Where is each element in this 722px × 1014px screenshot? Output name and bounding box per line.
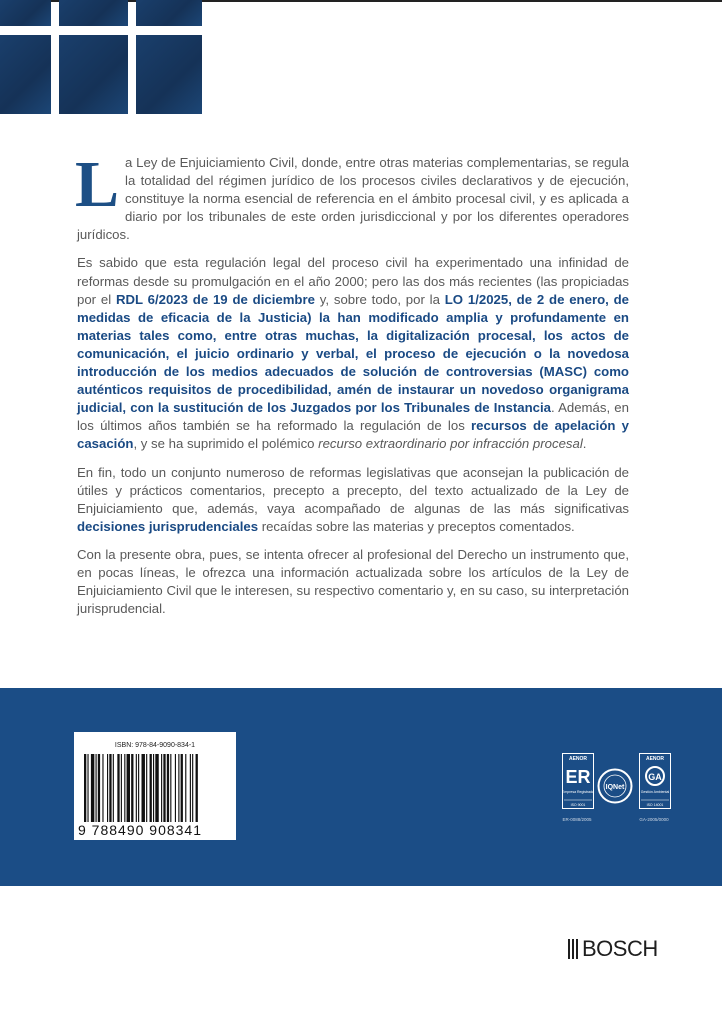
barcode: [74, 732, 236, 840]
highlight-lo: LO 1/2025, de 2 de enero, de medidas de eficacia de la Justicia) la han modificado amplia y profundamente en materias tales como, entre otras muchas, la digitalización procesal, los actos de comunicación, el juicio ordinario y verbal, el proceso de ejecución o la novedosa introducción de los medios adecuados de solución de controversias (MASC) como auténticos requisitos de procedibilidad, amén de instaurar un novedoso organigrama judicial, con la sustitución de los Juzgados por los Tribunales de Instancia: [77, 291, 630, 416]
svg-text:IQNet: IQNet: [605, 784, 625, 791]
barcode-bar: [170, 754, 171, 822]
barcode-bar: [124, 754, 125, 822]
barcode-bar: [167, 754, 169, 822]
barcode-bar: [131, 754, 133, 822]
barcode-bar: [185, 754, 186, 822]
barcode-bar: [178, 754, 179, 822]
aenor-ga-icon: [639, 753, 671, 809]
barcode-number: 9 788490 908341: [78, 822, 202, 838]
barcode-bar: [117, 754, 119, 822]
barcode-bar: [153, 754, 154, 822]
svg-text:ISO 9001: ISO 9001: [570, 803, 586, 807]
iqnet-icon: [597, 768, 633, 804]
barcode-bar: [96, 754, 97, 822]
barcode-bar: [155, 754, 158, 822]
cert-er: [562, 753, 597, 822]
barcode-bar: [150, 754, 152, 822]
barcode-bar: [175, 754, 176, 822]
cover-tile-6: [136, 35, 202, 114]
cert-ga: [639, 753, 674, 822]
cover-tile-2: [59, 0, 128, 26]
barcode-bar: [161, 754, 162, 822]
barcode-bar: [146, 754, 147, 822]
barcode-bar: [142, 754, 145, 822]
barcode-bar: [190, 754, 191, 822]
highlight-decisiones: decisiones jurisprudenciales: [77, 518, 259, 534]
back-cover-text: [75, 148, 630, 628]
paragraph-1: La Ley de Enjuiciamiento Civil, donde, entre otras materias complementarias, se regula la totalidad del régimen jurídico de los procesos civiles declarativos y de ejecución, constituye la norma esencial de referencia en el ámbito procesal civil, y es aplicada a diario por los tribunales de este orden jurisdiccional y por los diferentes operadores jurídicos.: [75, 148, 629, 243]
cover-tile-5: [59, 35, 128, 114]
cover-tile-1: [0, 0, 51, 26]
svg-text:ER: ER: [565, 767, 591, 787]
barcode-bars: [84, 754, 226, 824]
barcode-bar: [136, 754, 137, 822]
isbn-label: ISBN: 978-84-9090-834-1: [114, 742, 196, 749]
barcode-bar: [109, 754, 111, 822]
barcode-bar: [98, 754, 100, 822]
cert-ga-code: GA-2005/0000: [639, 817, 669, 822]
italic-recurso: recurso extraordinario por infracción procesal: [318, 436, 583, 452]
highlight-recursos: recursos de apelación y casación: [77, 418, 629, 452]
paragraph-4: Con la presente obra, pues, se intenta ofrecer al profesional del Derecho un instrumento que, en pocas líneas, le ofrezca una información actualizada sobre los artículos de la Ley de Enjuiciamiento Civil que le interesen, su respectivo comentario y, en su caso, su interpretación jurisprudencial.: [77, 546, 629, 617]
barcode-bar: [91, 754, 94, 822]
paragraph-2: Es sabido que esta regulación legal del proceso civil ha experimentado una infinidad de reformas desde su promulgación en el año 2000; pero las dos más recientes (las propiciadas por el RDL 6/2023 de 19 de diciembre y, sobre todo, por la LO 1/2025, de 2 de enero, de medidas de eficacia de la Justicia) la han modificado amplia y profundamente en materias tales como, entre otras muchas, la digitalización procesal, los actos de comunicación, el juicio ordinario y verbal, el proceso de ejecución o la novedosa introducción de los medios adecuados de solución de controversias (MASC) como auténticos requisitos de procedibilidad, amén de instaurar un novedoso organigrama judicial, con la sustitución de los Juzgados por los Tribunales de Instancia. Además, en los últimos años también se ha reformado la regulación de los recursos de apelación y casación, y se ha suprimido el polémico recurso extraordinario por infracción procesal.: [77, 255, 630, 452]
cert-er-code: ER-0088/2005: [562, 817, 592, 822]
publisher-logo: BOSCH: [568, 936, 658, 962]
cover-tile-4: [0, 35, 51, 114]
barcode-bar: [192, 754, 193, 822]
svg-text:ISO 14001: ISO 14001: [646, 803, 664, 807]
barcode-bar: [196, 754, 198, 822]
svg-text:AENOR: AENOR: [568, 756, 588, 762]
highlight-rdl: RDL 6/2023 de 19 de diciembre: [115, 291, 315, 307]
barcode-bar: [121, 754, 122, 822]
barcode-bar: [102, 754, 103, 822]
cover-tile-3: [136, 0, 202, 26]
barcode-bar: [87, 754, 88, 822]
svg-text:GA: GA: [648, 772, 662, 782]
barcode-bar: [113, 754, 114, 822]
svg-text:Gestión Ambiental: Gestión Ambiental: [640, 790, 670, 794]
barcode-bar: [181, 754, 183, 822]
svg-text:Empresa Registrada: Empresa Registrada: [562, 790, 594, 794]
aenor-er-icon: [562, 753, 594, 809]
barcode-bar: [163, 754, 165, 822]
drop-cap: L: [75, 148, 120, 221]
svg-text:AENOR: AENOR: [645, 756, 665, 762]
bosch-bars-icon: [568, 939, 580, 959]
barcode-bar: [107, 754, 108, 822]
barcode-bar: [127, 754, 130, 822]
barcode-bar: [84, 754, 86, 822]
paragraph-3: En fin, todo un conjunto numeroso de reformas legislativas que aconsejan la publicación de útiles y prácticos comentarios, precepto a precepto, del texto actualizado de la Ley de Enjuiciamiento que, además, vaya acompañado de algunas de las más significativas decisiones jurisprudenciales recaídas sobre las materias y preceptos comentados.: [77, 464, 629, 534]
barcode-bar: [138, 754, 139, 822]
